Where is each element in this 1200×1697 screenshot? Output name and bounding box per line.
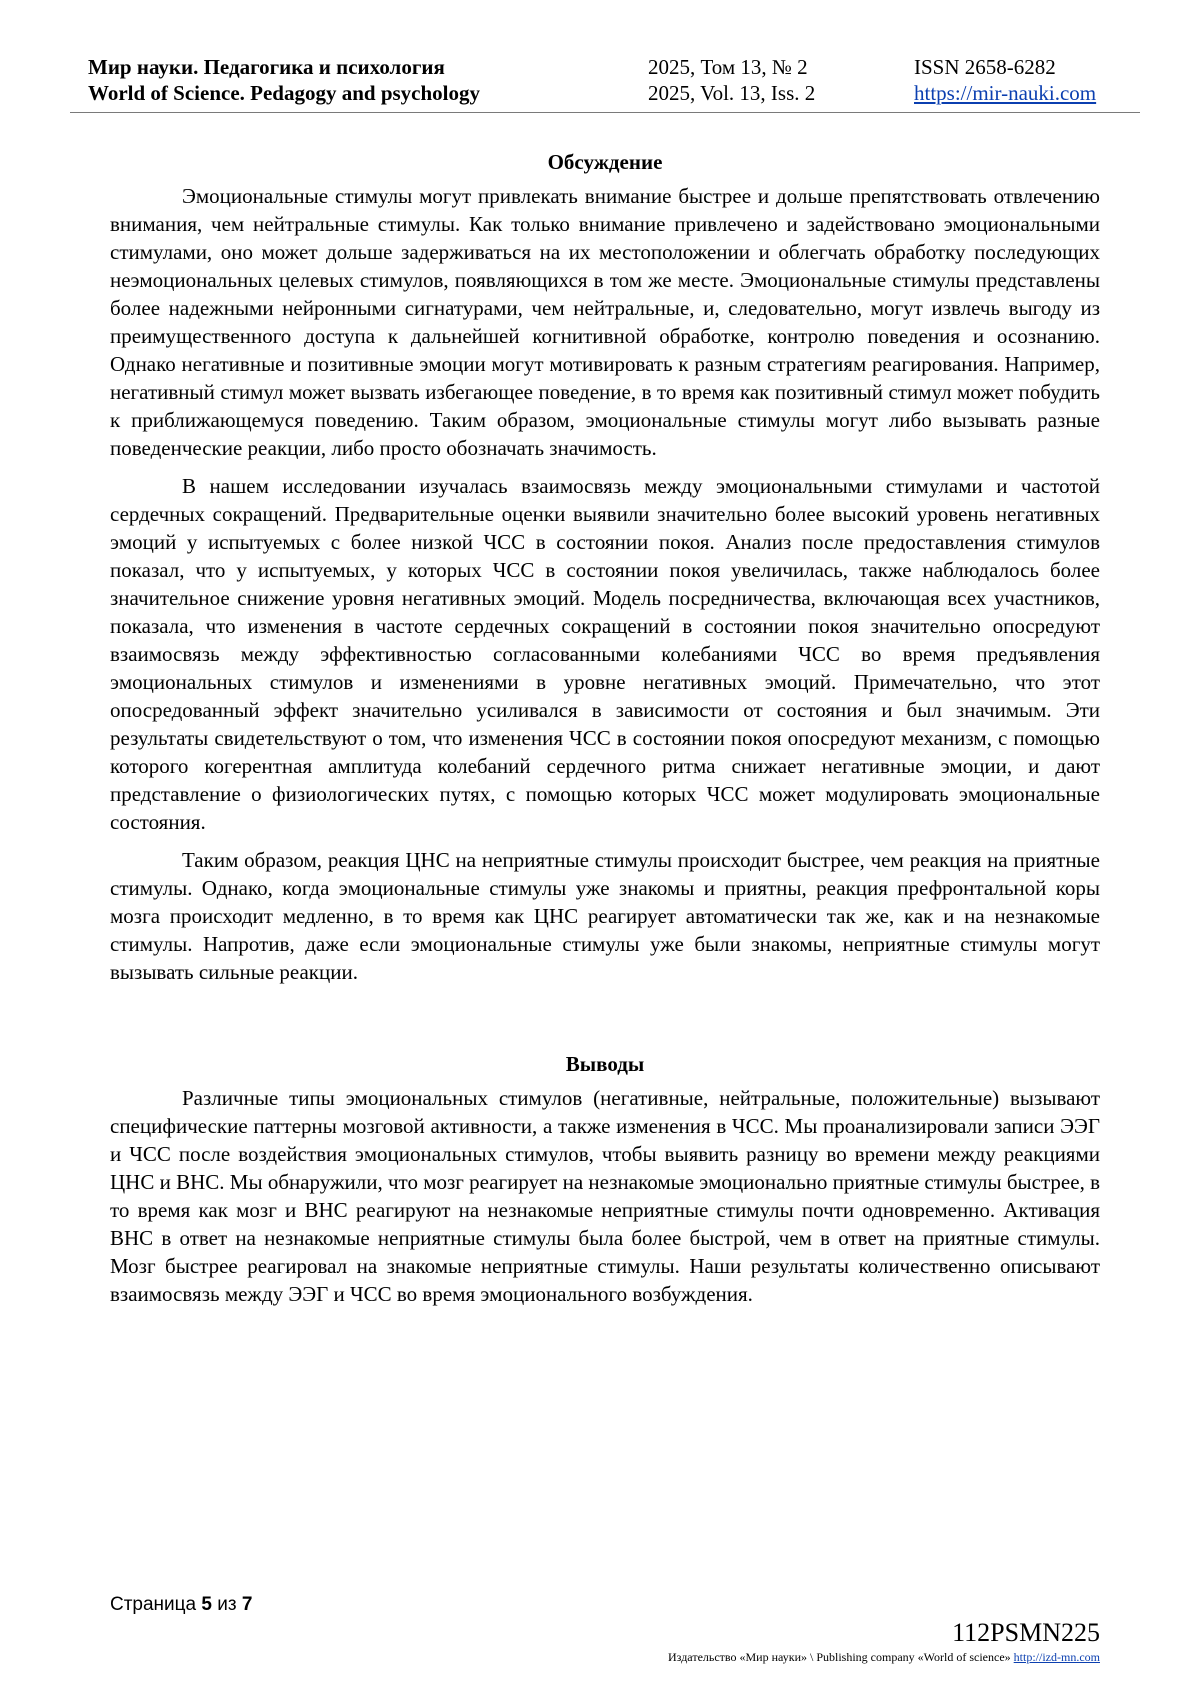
issue-info — [648, 54, 815, 106]
paragraph: В нашем исследовании изучалась взаимосвязь между эмоциональными стимулами и частотой сердечных сокращений. Предварительные оценки выявили значительно более высокий уровень негативных эмоций у испытуемых с более низкой ЧСС в состоянии покоя. Анализ после предоставления стимулов показал, что у испытуемых, у которых ЧСС в состоянии покоя увеличилась, также наблюдалось более значительное снижение уровня негативных эмоций. Модель посредничества, включающая всех участников, показала, что изменения в частоте сердечных сокращений в состоянии покоя значительно опосредуют взаимосвязь между эффективностью согласованными колебаниями ЧСС во время предъявления эмоциональных стимулов и изменениями в уровне негативных эмоций. Примечательно, что этот опосредованный эффект значительно усиливался в зависимости от состояния и был значимым. Эти результаты свидетельствуют о том, что изменения ЧСС в состоянии покоя опосредуют механизм, с помощью которого когерентная амплитуда колебаний сердечного ритма снижает негативные эмоции, и дают представление о физиологических путях, с помощью которых ЧСС может модулировать эмоциональные состояния. — [110, 474, 1100, 834]
page-number-prefix: Страница — [110, 1594, 197, 1615]
page-total: 7 — [241, 1594, 253, 1615]
publisher-text: Издательство «Мир науки» \ Publishing company «World of science» — [668, 1650, 1011, 1664]
page-number-of: из — [217, 1594, 237, 1615]
paragraph: Эмоциональные стимулы могут привлекать внимание быстрее и дольше препятствовать отвлечению внимания, чем нейтральные стимулы. Как только внимание привлечено и задействовано эмоциональными стимулами, оно может дольше задерживаться на их местоположении и облегчать обработку последующих неэмоциональных целевых стимулов, появляющихся в том же месте. Эмоциональные стимулы представлены более надежными нейронными сигнатурами, чем нейтральные, и, следовательно, могут извлечь выгоду из преимущественного доступа к дальнейшей когнитивной обработке, контролю поведения и осознанию. Однако негативные и позитивные эмоции могут мотивировать к разным стратегиям реагирования. Например, негативный стимул может вызвать избегающее поведение, в то время как позитивный стимул может побудить к приближающемуся поведению. Таким образом, эмоциональные стимулы могут либо вызывать разные поведенческие реакции, либо просто обозначать значимость. — [110, 184, 1100, 460]
journal-title — [88, 54, 480, 106]
journal-title-ru: Мир науки. Педагогика и психология — [88, 55, 445, 79]
page-current: 5 — [201, 1594, 212, 1615]
publisher-line — [668, 1650, 1100, 1665]
journal-title-en: World of Science. Pedagogy and psychology — [88, 81, 481, 105]
publisher-link[interactable]: http://izd-mn.com — [1013, 1650, 1100, 1664]
article-code: 112PSMN225 — [952, 1618, 1100, 1647]
page-header — [88, 50, 1120, 110]
issue-info-ru: 2025, Том 13, № 2 — [648, 55, 808, 79]
issue-info-en: 2025, Vol. 13, Iss. 2 — [648, 81, 816, 105]
journal-ids — [914, 54, 1096, 106]
paragraph: Различные типы эмоциональных стимулов (негативные, нейтральные, положительные) вызывают специфические паттерны мозговой активности, а также изменения в ЧСС. Мы проанализировали записи ЭЭГ и ЧСС после воздействия эмоциональных стимулов, чтобы выявить разницу во времени между реакциями ЦНС и ВНС. Мы обнаружили, что мозг реагирует на незнакомые эмоционально приятные стимулы быстрее, в то время как мозг и ВНС реагируют на незнакомые неприятные стимулы почти одновременно. Активация ВНС в ответ на незнакомые неприятные стимулы была более быстрой, чем в ответ на приятные стимулы. Мозг быстрее реагировал на знакомые неприятные стимулы. Наши результаты количественно описывают взаимосвязь между ЭЭГ и ЧСС во время эмоционального возбуждения. — [110, 1086, 1100, 1306]
section-title-conclusions: Выводы — [565, 1052, 645, 1076]
article-body — [110, 148, 1100, 1318]
header-divider — [70, 112, 1140, 113]
section-title-discussion: Обсуждение — [547, 150, 663, 174]
section-spacer — [110, 996, 1100, 1050]
paragraph: Таким образом, реакция ЦНС на неприятные стимулы происходит быстрее, чем реакция на приятные стимулы. Однако, когда эмоциональные стимулы уже знакомы и приятны, реакция префронтальной коры мозга происходит медленно, в то время как ЦНС реагирует автоматически так же, как и на незнакомые стимулы. Напротив, даже если эмоциональные стимулы уже были знакомы, неприятные стимулы могут вызывать сильные реакции. — [110, 848, 1100, 984]
journal-site-link[interactable]: https://mir-nauki.com — [914, 81, 1097, 105]
issn: ISSN 2658-6282 — [914, 55, 1056, 79]
page-number — [110, 1594, 252, 1616]
